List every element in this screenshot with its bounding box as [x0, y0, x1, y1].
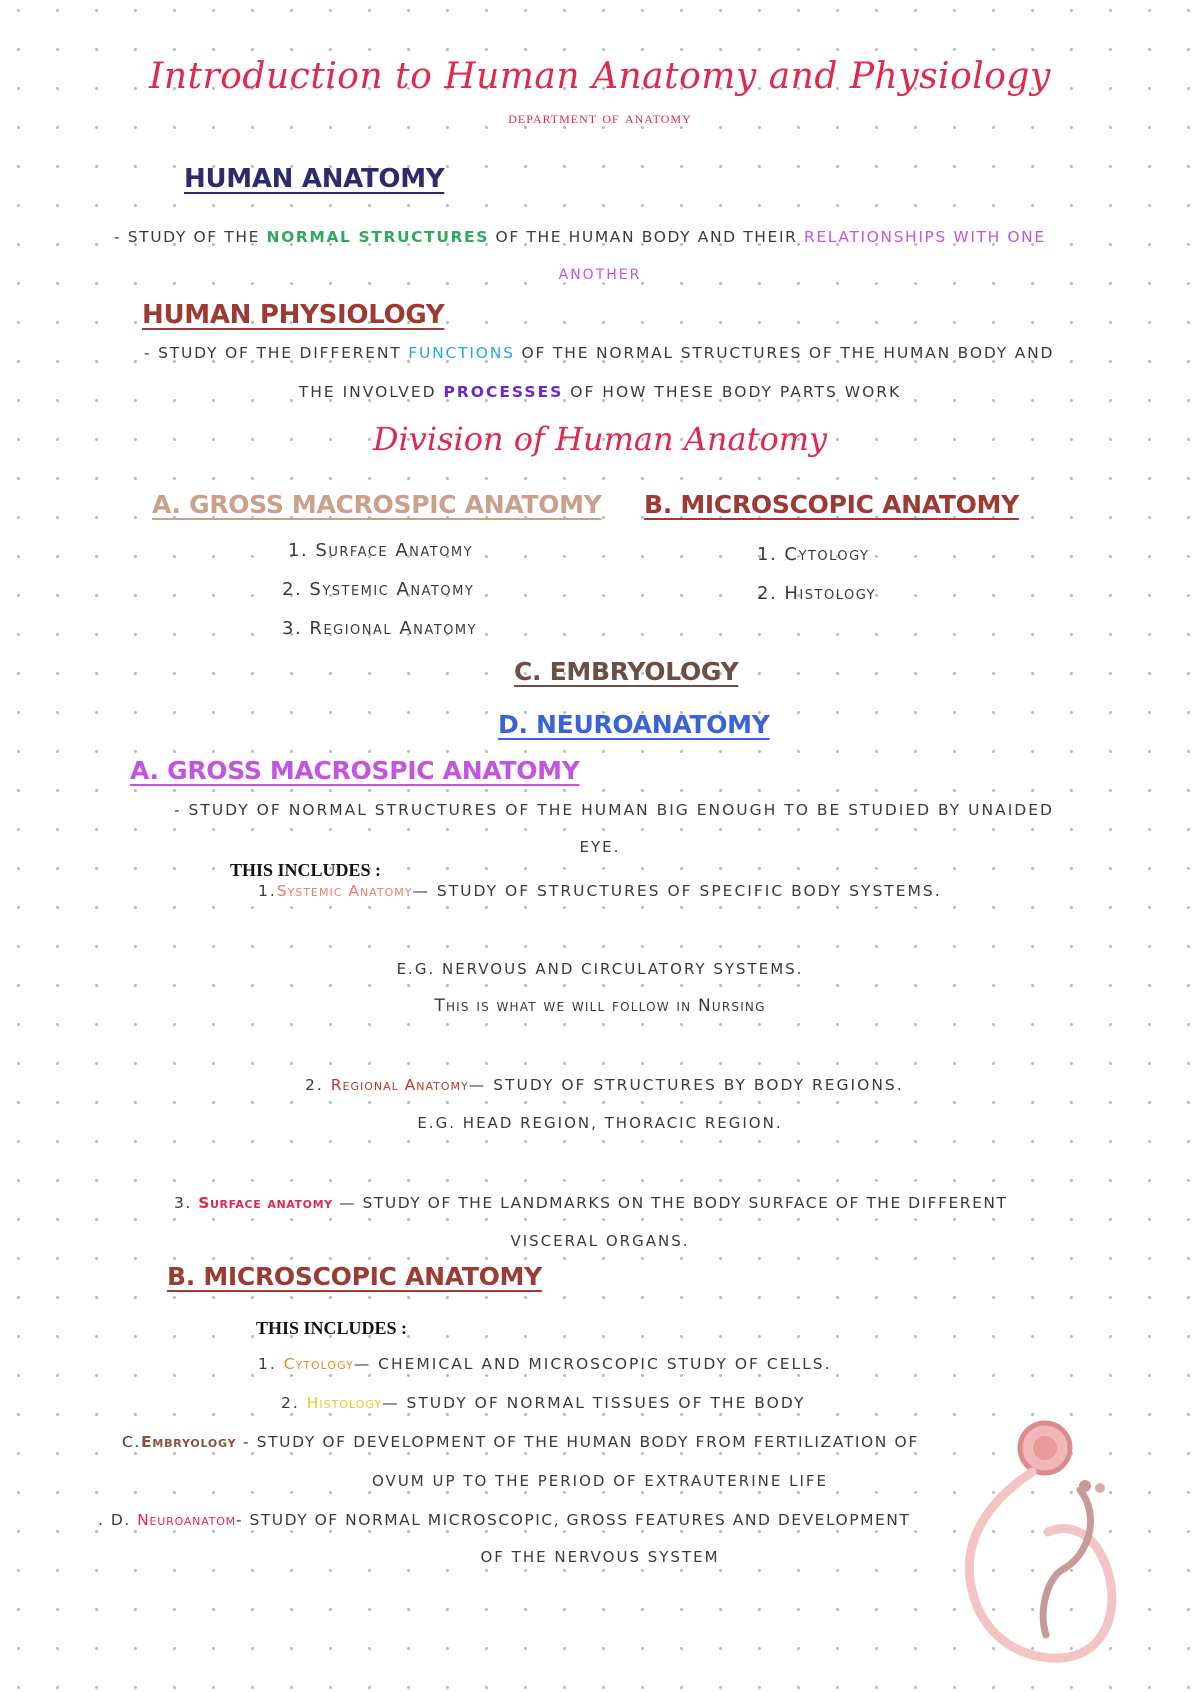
text-segment: THE INVOLVED: [298, 383, 444, 401]
page-title: Introduction to Human Anatomy and Physiology: [149, 56, 1051, 97]
text-segment: - STUDY OF THE: [114, 228, 267, 246]
text-segment: 3.: [174, 1194, 199, 1212]
highlight-processes: PROCESSES: [443, 383, 564, 401]
text-segment: 2.: [281, 1394, 307, 1412]
text-segment: — STUDY OF NORMAL TISSUES OF THE BODY: [382, 1394, 806, 1412]
regional-anatomy-line: [305, 1076, 904, 1094]
text-segment: — STUDY OF THE LANDMARKS ON THE BODY SURFACE OF THE DIFFERENT: [332, 1194, 1008, 1212]
text-segment: - STUDY OF DEVELOPMENT OF THE HUMAN BODY FROM FERTILIZATION OF: [236, 1433, 919, 1451]
nursing-note: This is what we will follow in Nursing: [434, 996, 766, 1016]
gross-definition: - STUDY OF NORMAL STRUCTURES OF THE HUMAN BIG ENOUGH TO BE STUDIED BY UNAIDED: [174, 801, 1054, 819]
text-segment: 1.: [258, 1355, 284, 1373]
neuroanatomy-definition-cont: OF THE NERVOUS SYSTEM: [480, 1548, 720, 1566]
embryology-definition-cont: OVUM UP TO THE PERIOD OF EXTRAUTERINE LIFE: [372, 1472, 828, 1490]
gross-list-item: 1. Surface Anatomy: [288, 540, 474, 561]
micro-includes-label: THIS INCLUDES :: [256, 1318, 408, 1338]
regional-example: E.G. HEAD REGION, THORACIC REGION.: [417, 1114, 783, 1132]
text-segment: — STUDY OF STRUCTURES BY BODY REGIONS.: [468, 1076, 904, 1094]
micro-list-item: 2. Histology: [757, 583, 877, 604]
highlight-relationships: RELATIONSHIPS WITH ONE: [804, 228, 1046, 246]
text-segment: — CHEMICAL AND MICROSCOPIC STUDY OF CELLS.: [353, 1355, 832, 1373]
cytology-label: Cytology: [283, 1355, 354, 1373]
division-gross-heading: A. GROSS MACROSPIC ANATOMY: [152, 490, 602, 519]
text-segment: OF THE HUMAN BODY AND THEIR: [489, 228, 805, 246]
division-embryology-heading: C. EMBRYOLOGY: [514, 657, 739, 686]
regional-anatomy-label: Regional Anatomy: [330, 1076, 469, 1094]
highlight-normal-structures: NORMAL STRUCTURES: [266, 228, 490, 246]
department-subtitle: department of anatomy: [508, 108, 692, 127]
systemic-anatomy-label: Systemic Anatomy: [276, 882, 413, 900]
surface-anatomy-label: Surface anatomy: [198, 1194, 333, 1212]
human-anatomy-definition-cont: ANOTHER: [558, 267, 642, 283]
division-micro-heading: B. MICROSCOPIC ANATOMY: [644, 490, 1019, 519]
neuroanatomy-line: [98, 1511, 910, 1529]
systemic-example: E.G. NERVOUS AND CIRCULATORY SYSTEMS.: [396, 960, 804, 978]
division-title: Division of Human Anatomy: [372, 420, 828, 458]
stethoscope-icon: [950, 1420, 1120, 1692]
text-segment: OF HOW THESE BODY PARTS WORK: [563, 383, 902, 401]
surface-definition-cont: VISCERAL ORGANS.: [510, 1232, 690, 1250]
text-segment: 2.: [305, 1076, 331, 1094]
human-physiology-heading: HUMAN PHYSIOLOGY: [142, 300, 445, 330]
text-segment: C.: [122, 1433, 141, 1451]
systemic-anatomy-line: [258, 882, 942, 900]
text-segment: - STUDY OF NORMAL MICROSCOPIC, GROSS FEATURES AND DEVELOPMENT: [235, 1511, 911, 1529]
neuroanatomy-label: Neuroanatom: [137, 1511, 236, 1529]
gross-includes-label: THIS INCLUDES :: [230, 860, 382, 880]
gross-section-heading: A. GROSS MACROSPIC ANATOMY: [130, 756, 580, 785]
embryology-line: [122, 1433, 919, 1451]
human-physiology-definition: [144, 344, 1054, 362]
micro-section-heading: B. MICROSCOPIC ANATOMY: [167, 1262, 542, 1291]
gross-list-item: 2. Systemic Anatomy: [282, 579, 475, 600]
text-segment: OF THE NORMAL STRUCTURES OF THE HUMAN BODY AND: [514, 344, 1055, 362]
highlight-functions: FUNCTIONS: [408, 344, 515, 362]
cytology-line: [258, 1355, 832, 1373]
micro-list-item: 1. Cytology: [757, 544, 870, 565]
text-segment: 1.: [258, 882, 277, 900]
human-anatomy-definition: [114, 228, 1046, 246]
embryology-label: Embryology: [140, 1433, 237, 1451]
division-neuro-heading: D. NEUROANATOMY: [498, 710, 770, 739]
histology-line: [281, 1394, 805, 1412]
human-anatomy-heading: HUMAN ANATOMY: [184, 164, 445, 194]
text-segment: . D.: [98, 1511, 138, 1529]
gross-list-item: 3. Regional Anatomy: [282, 618, 478, 639]
surface-anatomy-line: [174, 1194, 1007, 1212]
text-segment: — STUDY OF STRUCTURES OF SPECIFIC BODY SYSTEMS.: [412, 882, 942, 900]
histology-label: Histology: [306, 1394, 383, 1412]
human-physiology-definition-cont: [0, 383, 1200, 401]
gross-definition-cont: EYE.: [579, 838, 621, 856]
text-segment: - STUDY OF THE DIFFERENT: [144, 344, 409, 362]
